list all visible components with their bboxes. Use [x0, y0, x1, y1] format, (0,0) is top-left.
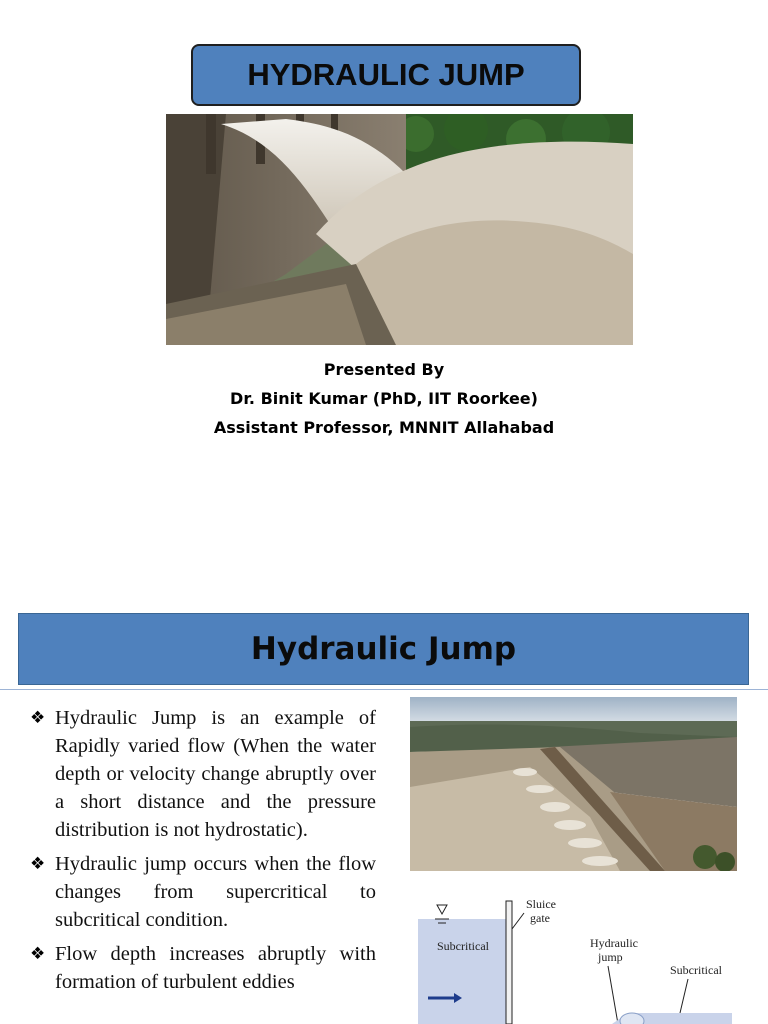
bullet-text: Flow depth increases abruptly with formation of turbulent eddies — [55, 943, 376, 993]
bullet-text: Hydraulic jump occurs when the flow changes from supercritical to subcritical condition. — [55, 853, 376, 931]
sluice-gate — [506, 901, 512, 1024]
sluice-gate-label: Sluice — [526, 897, 556, 911]
content-slide — [0, 596, 768, 1024]
weir-overflow-photo — [410, 697, 737, 871]
dam-spillway-photo — [166, 114, 633, 345]
sluice-gate-label: gate — [530, 911, 550, 925]
bullet-item — [30, 940, 376, 996]
slide-title: HYDRAULIC JUMP — [191, 44, 581, 106]
hydraulic-jump-label: jump — [598, 950, 623, 964]
diamond-bullet-icon: ❖ — [30, 708, 46, 728]
diamond-bullet-icon: ❖ — [30, 854, 46, 874]
slide-heading: Hydraulic Jump — [18, 613, 749, 685]
subcritical-label: Subcritical — [670, 963, 722, 977]
bullet-item — [30, 850, 376, 934]
diamond-bullet-icon: ❖ — [30, 944, 46, 964]
presenter-position: Assistant Professor, MNNIT Allahabad — [213, 418, 555, 437]
presenter-name: Dr. Binit Kumar (PhD, IIT Roorkee) — [230, 389, 538, 408]
subcritical-label: Subcritical — [437, 939, 489, 953]
bullet-list — [30, 704, 376, 1002]
bullet-item — [30, 704, 376, 844]
heading-divider — [0, 689, 768, 690]
hydraulic-jump-diagram — [412, 893, 732, 1024]
subcritical-upstream-water — [418, 919, 506, 1024]
bullet-text: Hydraulic Jump is an example of Rapidly varied flow (When the water depth or velocity change abruptly over a short distance and the pressure distribution is not hydrostatic). — [55, 707, 376, 841]
hydraulic-jump-label: Hydraulic — [590, 936, 638, 950]
presented-by-label: Presented By — [323, 360, 445, 379]
